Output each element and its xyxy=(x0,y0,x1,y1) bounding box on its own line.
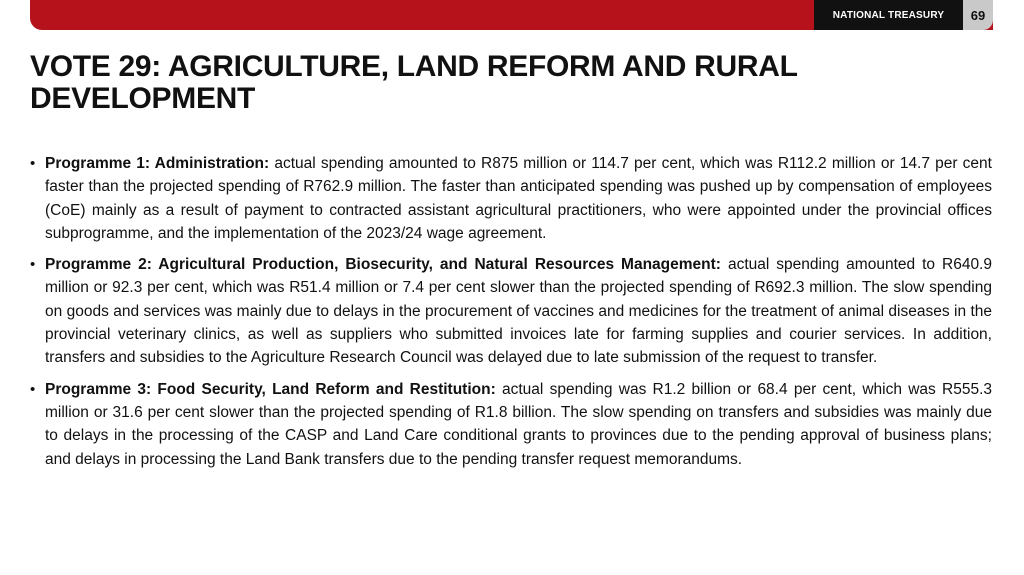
bullet-text: actual spending amounted to R640.9 million or 92.3 per cent, which was R51.4 million or 7.4 per cent slower than the projected spending of R692.3 million. The slow spending on goods and services was mainly due to delays in the procurement of vaccines and medicines for the treatment of animal diseases in the provincial veterinary clinics, as well as suppliers who submitted invoices late for farming supplies and courier services. In addition, transfers and subsidies to the Agriculture Research Council was delayed due to late submission of the request to transfer. xyxy=(45,256,992,367)
bullet-lead: Programme 2: Agricultural Production, Biosecurity, and Natural Resources Management: xyxy=(45,256,721,274)
bullet-item-programme-2 xyxy=(30,253,992,369)
bullet-dot-icon: • xyxy=(30,155,36,172)
brand-label: NATIONAL TREASURY xyxy=(814,0,963,30)
bullet-item-programme-1 xyxy=(30,152,992,245)
bullet-list xyxy=(30,152,992,479)
bullet-dot-icon: • xyxy=(30,380,36,398)
page-title: VOTE 29: AGRICULTURE, LAND REFORM AND RURAL DEVELOPMENT xyxy=(30,50,798,115)
bullet-dot-icon: • xyxy=(30,256,36,274)
bullet-lead: Programme 1: Administration: xyxy=(45,155,270,172)
bullet-item-programme-3 xyxy=(30,378,992,471)
bullet-text: actual spending amounted to R875 million or 114.7 per cent, which was R112.2 million or 14.7 per cent faster than the projected spending of R762.9 million. The faster than anticipated spending was pushed up by compensation of employees (CoE) mainly as a result of payment to contracted assistant agricultural practitioners, who were appointed under the provincial offices subprogramme, and the implementation of the 2023/24 wage agreement. xyxy=(45,155,992,242)
bullet-text: actual spending was R1.2 billion or 68.4 per cent, which was R555.3 million or 31.6 per cent slower than the projected spending of R1.8 billion. The slow spending on transfers and subsidies was mainly due to delays in the processing of the CASP and Land Care conditional grants to provinces due to the pending approval of business plans; and delays in processing the Land Bank transfers due to the pending transfer request memorandums. xyxy=(45,380,992,468)
page-number: 69 xyxy=(963,0,993,30)
bullet-lead: Programme 3: Food Security, Land Reform and Restitution: xyxy=(45,380,496,398)
